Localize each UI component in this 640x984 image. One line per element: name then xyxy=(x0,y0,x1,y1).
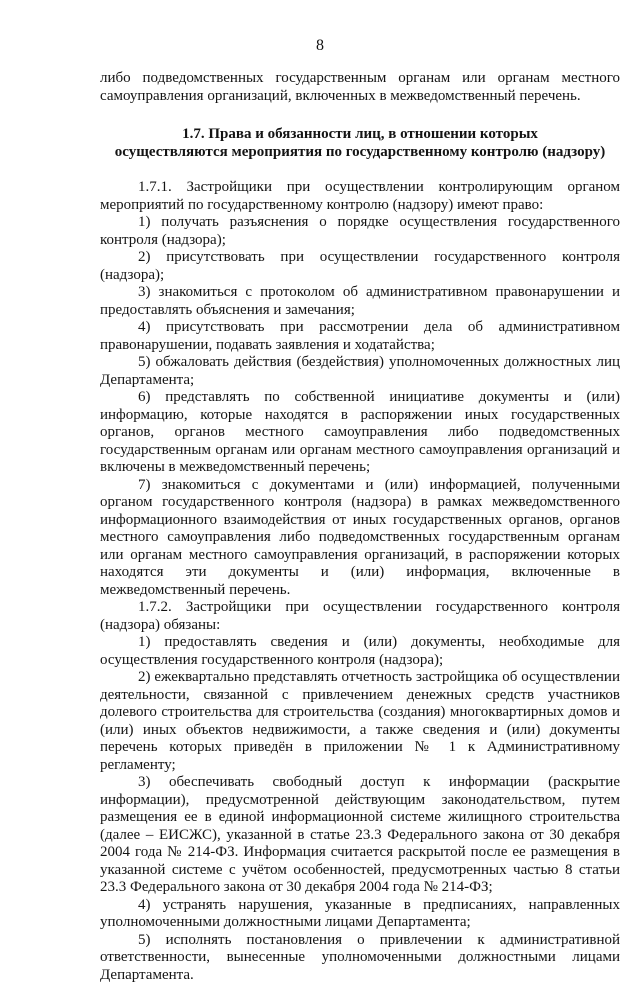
document-body xyxy=(100,70,620,984)
duty-item-5: 5) исполнять постановления о привлечении к административной ответственности, вынесенные уполномоченными должностными лицами Департамента. xyxy=(100,932,620,984)
paragraph-1-7-2: 1.7.2. Застройщики при осуществлении государственного контроля (надзора) обязаны: xyxy=(100,599,620,634)
section-heading-line-1: 1.7. Права и обязанности лиц, в отношении которых xyxy=(100,125,620,143)
right-item-4: 4) присутствовать при рассмотрении дела об административном правонарушении, подавать заявления и ходатайства; xyxy=(100,319,620,354)
duty-item-1: 1) предоставлять сведения и (или) документы, необходимые для осуществления государственного контроля (надзора); xyxy=(100,634,620,669)
paragraph-1-7-1: 1.7.1. Застройщики при осуществлении контролирующим органом мероприятий по государственному контролю (надзору) имеют право: xyxy=(100,179,620,214)
right-item-1: 1) получать разъяснения о порядке осуществления государственного контроля (надзора); xyxy=(100,214,620,249)
right-item-2: 2) присутствовать при осуществлении государственного контроля (надзора); xyxy=(100,249,620,284)
right-item-5: 5) обжаловать действия (бездействия) уполномоченных должностных лиц Департамента; xyxy=(100,354,620,389)
duty-item-3: 3) обеспечивать свободный доступ к информации (раскрытие информации), предусмотренной действующим законодательством, путем размещения ее в единой информационной системе жилищного строительства (далее – ЕИСЖС), указанной в статье 23.3 Федерального закона от 30 декабря 2004 года № 214-ФЗ. Информация считается раскрытой после ее размещения в указанной системе с учётом особенностей, предусмотренных частью 8 статьи 23.3 Федерального закона от 30 декабря 2004 года № 214-ФЗ; xyxy=(100,774,620,897)
duty-item-2: 2) ежеквартально представлять отчетность застройщика об осуществлении деятельности, связанной с привлечением денежных средств участников долевого строительства для строительства (создания) многоквартирных домов и (или) иных объектов недвижимости, а также сведения и (или) документы перечень которых приведён в приложении № 1 к Административному регламенту; xyxy=(100,669,620,774)
right-item-3: 3) знакомиться с протоколом об административном правонарушении и предоставлять объяснения и замечания; xyxy=(100,284,620,319)
section-heading xyxy=(100,125,620,161)
section-heading-line-2: осуществляются мероприятия по государственному контролю (надзору) xyxy=(100,143,620,161)
page-number: 8 xyxy=(0,36,640,56)
duty-item-4: 4) устранять нарушения, указанные в предписаниях, направленных уполномоченными должностными лицами Департамента; xyxy=(100,897,620,932)
right-item-6: 6) представлять по собственной инициативе документы и (или) информацию, которые находятся в распоряжении иных государственных органов, органов местного самоуправления либо подведомственных государственным органам или органам местного самоуправления организаций и включены в межведомственный перечень; xyxy=(100,389,620,477)
intro-paragraph: либо подведомственных государственным органам или органам местного самоуправления организаций, включенных в межведомственный перечень. xyxy=(100,70,620,105)
right-item-7: 7) знакомиться с документами и (или) информацией, полученными органом государственного контроля (надзора) в рамках межведомственного информационного взаимодействия от иных государственных органов, органов местного самоуправления либо подведомственных государственным органам или органам местного самоуправления организаций, в распоряжении которых находятся эти документы и (или) информация, включенные в межведомственный перечень. xyxy=(100,477,620,600)
